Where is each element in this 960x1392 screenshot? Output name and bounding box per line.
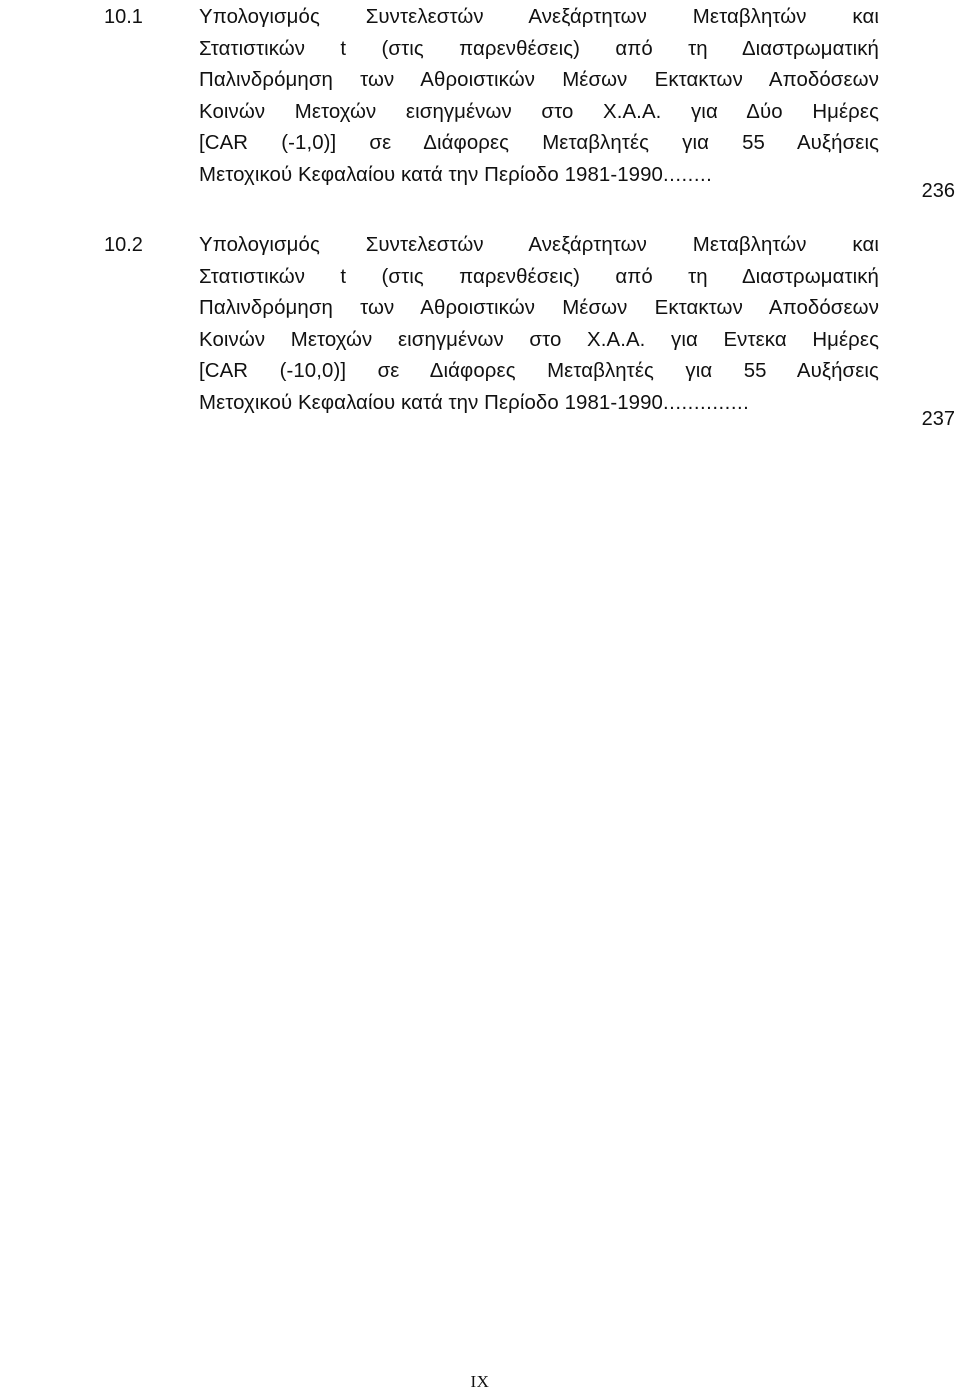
toc-entry-10-1 bbox=[0, 0, 960, 210]
entry-title-line: Υπολογισμός Συντελεστών Ανεξάρτητων Μεταβλητών και bbox=[199, 234, 879, 256]
entry-title bbox=[199, 230, 879, 420]
entry-title bbox=[199, 2, 879, 192]
table-of-contents bbox=[0, 0, 960, 430]
entry-title-line: Παλινδρόμηση των Αθροιστικών Μέσων Εκτακτων Αποδόσεων bbox=[199, 69, 879, 92]
entry-title-line: [CAR (-1,0)] σε Διάφορες Μεταβλητές για 55 Αυξήσεις bbox=[199, 132, 879, 155]
entry-title-line: Μετοχικού Κεφαλαίου κατά την Περίοδο 1981-1990 bbox=[199, 391, 663, 414]
toc-entry-10-2 bbox=[0, 228, 960, 438]
entry-title-line: Στατιστικών t (στις παρενθέσεις) από τη Διαστρωματική bbox=[199, 265, 879, 288]
dot-leader: ........ bbox=[663, 163, 713, 186]
dot-leader: .............. bbox=[663, 391, 750, 414]
entry-number: 10.1 bbox=[104, 6, 143, 28]
entry-title-last-line bbox=[199, 160, 879, 192]
entry-title-line: Μετοχικού Κεφαλαίου κατά την Περίοδο 1981-1990 bbox=[199, 163, 663, 186]
entry-title-last-line bbox=[199, 388, 879, 420]
entry-number: 10.2 bbox=[104, 234, 143, 256]
entry-title-line: Κοινών Μετοχών εισηγμένων στο Χ.Α.Α. για Δύο Ημέρες bbox=[199, 100, 879, 123]
page-folio: IX bbox=[470, 1372, 490, 1391]
entry-title-line: Παλινδρόμηση των Αθροιστικών Μέσων Εκτακτων Αποδόσεων bbox=[199, 297, 879, 320]
entry-title-line: Στατιστικών t (στις παρενθέσεις) από τη Διαστρωματική bbox=[199, 37, 879, 60]
page-number: 236 bbox=[921, 180, 955, 202]
entry-title-line: Υπολογισμός Συντελεστών Ανεξάρτητων Μεταβλητών και bbox=[199, 6, 879, 28]
entry-title-line: Κοινών Μετοχών εισηγμένων στο Χ.Α.Α. για Εντεκα Ημέρες bbox=[199, 328, 879, 351]
page-number: 237 bbox=[921, 408, 955, 430]
entry-title-line: [CAR (-10,0)] σε Διάφορες Μεταβλητές για 55 Αυξήσεις bbox=[199, 360, 879, 383]
